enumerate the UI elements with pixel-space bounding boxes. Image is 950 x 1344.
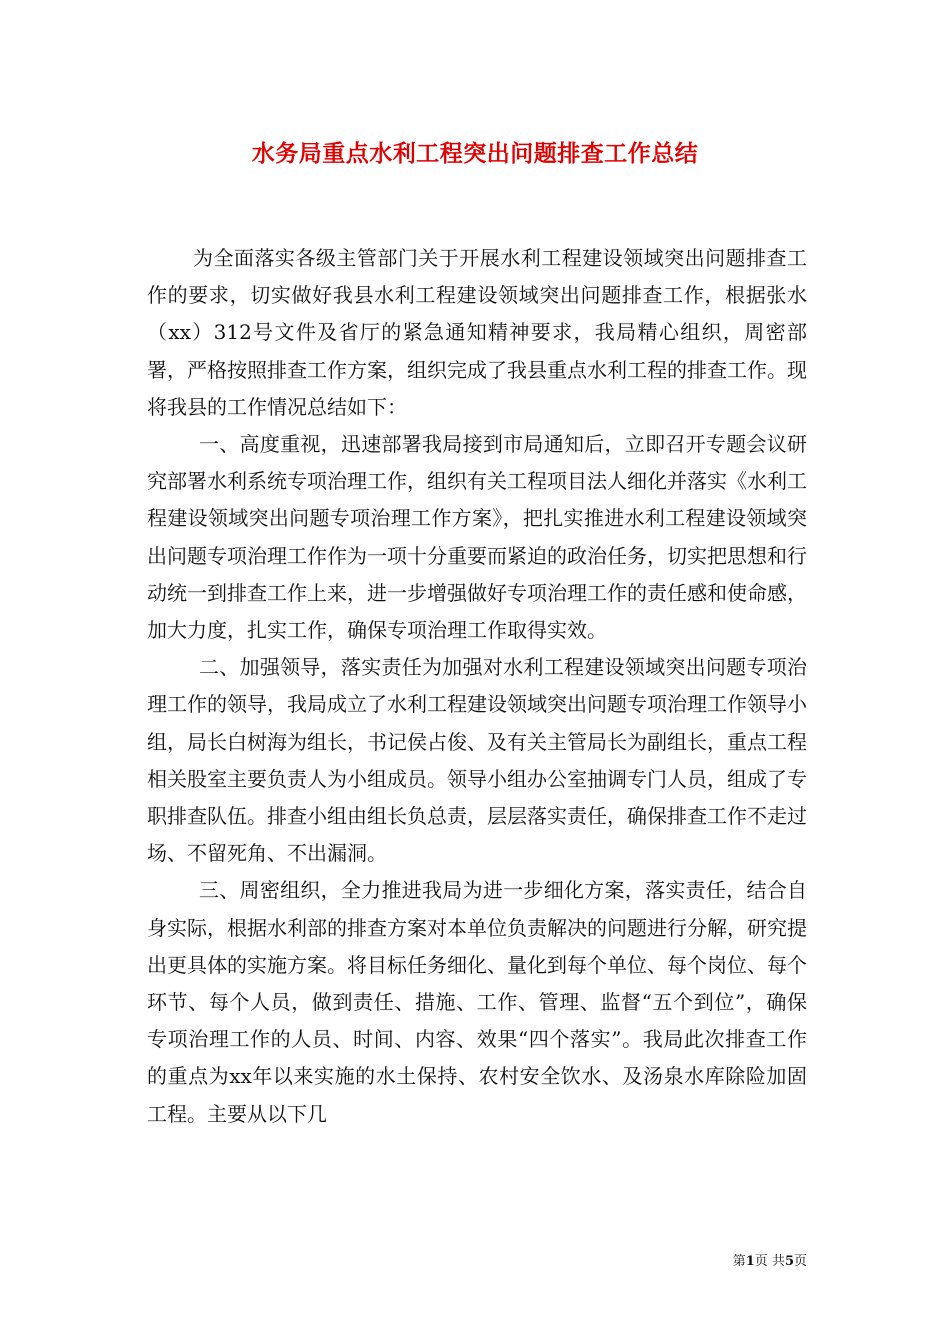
- section-2-paragraph: 二、加强领导，落实责任为加强对水利工程建设领域突出问题专项治理工作的领导，我局成立了水利工程建设领域突出问题专项治理工作领导小组，局长白树海为组长，书记侯占俊、及有关主管局长为副组长，重点工程相关股室主要负责人为小组成员。领导小组办公室抽调专门人员，组成了专职排查队伍。排查小组由组长负总责，层层落实责任，确保排查工作不走过场、不留死角、不出漏洞。: [147, 655, 807, 866]
- page-number-footer: [0, 1250, 807, 1269]
- document-body: [147, 240, 807, 1133]
- current-page-number: 1: [745, 1254, 755, 1269]
- intro-paragraph: 为全面落实各级主管部门关于开展水利工程建设领域突出问题排查工作的要求，切实做好我县水利工程建设领域突出问题排查工作，根据张水（xx）312号文件及省厅的紧急通知精神要求，我局精心组织，周密部署，严格按照排查工作方案，组织完成了我县重点水利工程的排查工作。现将我县的工作情况总结如下：: [147, 246, 807, 419]
- footer-prefix: 第: [732, 1254, 746, 1269]
- section-1-paragraph: 一、高度重视，迅速部署我局接到市局通知后，立即召开专题会议研究部署水利系统专项治理工作，组织有关工程项目法人细化并落实《水利工程建设领域突出问题专项治理工作方案》，把扎实推进水利工程建设领域突出问题专项治理工作作为一项十分重要而紧迫的政治任务，切实把思想和行动统一到排查工作上来，进一步增强做好专项治理工作的责任感和使命感，加大力度，扎实工作，确保专项治理工作取得实效。: [147, 432, 807, 643]
- total-page-number: 5: [784, 1254, 794, 1269]
- footer-middle: 页 共: [754, 1254, 785, 1269]
- section-3-paragraph: 三、周密组织，全力推进我局为进一步细化方案，落实责任，结合自身实际，根据水利部的排查方案对本单位负责解决的问题进行分解，研究提出更具体的实施方案。将目标任务细化、量化到每个单位、每个岗位、每个环节、每个人员，做到责任、措施、工作、管理、监督“五个到位”，确保专项治理工作的人员、时间、内容、效果“四个落实”。我局此次排查工作的重点为xx年以来实施的水土保持、农村安全饮水、及汤泉水库除险加固工程。主要从以下几: [147, 878, 807, 1126]
- footer-suffix: 页: [793, 1254, 807, 1269]
- document-title: 水务局重点水利工程突出问题排查工作总结: [251, 140, 699, 167]
